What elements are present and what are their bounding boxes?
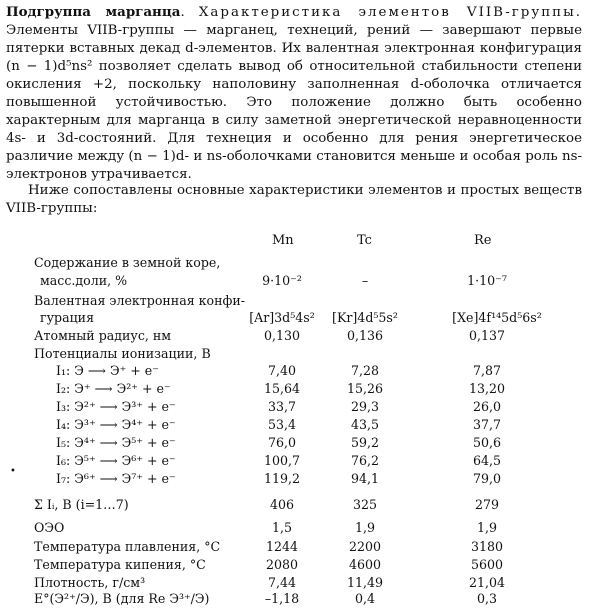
- column-header-re: Re: [474, 233, 492, 248]
- row-label: E°(Э²⁺/Э), В (для Re Э³⁺/Э): [34, 591, 210, 606]
- row-label: I₂: Э⁺ ⟶ Э²⁺ + e⁻: [56, 381, 171, 396]
- table-row: [0, 538, 590, 556]
- table-row: [0, 272, 590, 290]
- row-label: Валентная электронная конфи-: [34, 293, 246, 308]
- table-row: [0, 452, 590, 470]
- cell-re: 7,87: [472, 363, 502, 378]
- table-row: [0, 470, 590, 488]
- row-label: I₅: Э⁴⁺ ⟶ Э⁵⁺ + e⁻: [56, 435, 176, 450]
- cell-mn: [Ar]3d⁵4s²: [249, 310, 315, 325]
- cell-mn: 406: [269, 497, 295, 512]
- cell-mn: 7,40: [267, 363, 297, 378]
- cell-tc: 4600: [348, 557, 382, 572]
- row-label: Температура кипения, °С: [34, 557, 206, 572]
- row-label: ОЭО: [34, 520, 65, 535]
- cell-re: 79,0: [472, 471, 502, 486]
- cell-re: 13,20: [468, 381, 506, 396]
- cell-mn: 15,64: [263, 381, 301, 396]
- intro-paragraph: Подгруппа марганца. Характеристика элементов VIIB-группы. Элементы VIIB-группы — марганец, технеций, рений — завершают первые пятерки вставных декад d-элементов. Их валентная электронная конфигурация (n − 1)d⁵ns² позволяет сделать вывод об относительной стабильности степени окисления +2, поскольку наполовину заполненная d-оболочка отличается повышенной устойчивостью. Это положение должно быть особенно характерным для марганца в силу заметной энергетической неравноценности 4s- и 3d-состояний. Для технеция и особенно для рения энергетическое различие между (n − 1)d- и ns-оболочками становится меньше и особая роль ns-электронов утрачивается.: [6, 4, 583, 182]
- table-row: [0, 519, 590, 537]
- row-label: Σ Iᵢ, В (i=1…7): [34, 497, 129, 512]
- intro-body: Элементы VIIB-группы — марганец, технеций, рений — завершают первые пятерки вставных декад d-элементов. Их валентная электронная конфигурация (n − 1)d⁵ns² позволяет сделать вывод об относительной стабильности степени окисления +2, поскольку наполовину заполненная d-оболочка отличается повышенной устойчивостью. Это положение должно быть особенно характерным для марганца в силу заметной энергетической неравноценности 4s- и 3d-состояний. Для технеция и особенно для рения энергетическое различие между (n − 1)d- и ns-оболочками становится меньше и особая роль ns-электронов утрачивается.: [6, 23, 582, 182]
- cell-tc: 2200: [348, 539, 382, 554]
- cell-mn: 33,7: [267, 399, 297, 414]
- cell-tc: 0,136: [346, 328, 384, 343]
- table-row: [0, 380, 590, 398]
- cell-tc: 11,49: [346, 575, 384, 590]
- cell-tc: [Kr]4d⁵5s²: [332, 310, 398, 325]
- cell-tc: 59,2: [350, 435, 380, 450]
- cell-tc: 1,9: [354, 520, 376, 535]
- table-row: [0, 254, 590, 272]
- table-row: [0, 416, 590, 434]
- table-row: [0, 309, 590, 327]
- cell-mn: 119,2: [263, 471, 301, 486]
- lead-paragraph: Ниже сопоставлены основные характеристики элементов и простых веществ VIIB-группы:: [6, 183, 582, 216]
- row-label: I₁: Э ⟶ Э⁺ + e⁻: [56, 363, 159, 378]
- row-label: масс.доли, %: [40, 273, 128, 288]
- cell-re: 1,9: [476, 520, 498, 535]
- row-label: I₇: Э⁶⁺ ⟶ Э⁷⁺ + e⁻: [56, 471, 176, 486]
- table-row: [0, 496, 590, 514]
- cell-re: [Xe]4f¹⁴5d⁵6s²: [452, 310, 542, 325]
- table-row: [0, 292, 590, 310]
- table-row: [0, 345, 590, 363]
- cell-re: 37,7: [472, 417, 502, 432]
- cell-tc: 76,2: [350, 453, 380, 468]
- table-row: [0, 398, 590, 416]
- row-label: Плотность, г/см³: [34, 575, 146, 590]
- cell-re: 3180: [470, 539, 504, 554]
- cell-tc: 43,5: [350, 417, 380, 432]
- cell-mn: 9·10⁻²: [262, 273, 302, 288]
- scan-dot: •: [10, 466, 16, 477]
- cell-re: 5600: [470, 557, 504, 572]
- table-row: [0, 590, 590, 608]
- table-row: [0, 434, 590, 452]
- cell-re: 279: [474, 497, 500, 512]
- cell-tc: 15,26: [346, 381, 384, 396]
- row-label: Содержание в земной коре,: [34, 255, 221, 270]
- table-row: [0, 556, 590, 574]
- cell-mn: 100,7: [263, 453, 301, 468]
- row-label: Температура плавления, °С: [34, 539, 221, 554]
- cell-re: 21,04: [468, 575, 506, 590]
- row-label: I₄: Э³⁺ ⟶ Э⁴⁺ + e⁻: [56, 417, 176, 432]
- cell-tc: 7,28: [350, 363, 380, 378]
- cell-re: 1·10⁻⁷: [467, 273, 507, 288]
- cell-mn: 7,44: [267, 575, 297, 590]
- cell-mn: 1,5: [271, 520, 293, 535]
- row-label: Атомный радиус, нм: [34, 328, 172, 343]
- row-label: Потенциалы ионизации, В: [34, 346, 211, 361]
- row-label: I₃: Э²⁺ ⟶ Э³⁺ + e⁻: [56, 399, 176, 414]
- cell-re: 64,5: [472, 453, 502, 468]
- table-row: [0, 362, 590, 380]
- row-label: I₆: Э⁵⁺ ⟶ Э⁶⁺ + e⁻: [56, 453, 176, 468]
- section-heading: Подгруппа марганца: [6, 4, 181, 20]
- cell-tc: 325: [352, 497, 378, 512]
- row-label: гурация: [40, 310, 95, 325]
- cell-mn: 1244: [265, 539, 299, 554]
- cell-re: 50,6: [472, 435, 502, 450]
- cell-mn: 53,4: [267, 417, 297, 432]
- cell-re: 0,137: [468, 328, 506, 343]
- cell-tc: 94,1: [350, 471, 380, 486]
- cell-tc: 0,4: [354, 591, 376, 606]
- cell-re: 26,0: [472, 399, 502, 414]
- cell-mn: 2080: [265, 557, 299, 572]
- cell-re: 0,3: [476, 591, 498, 606]
- cell-mn: 76,0: [267, 435, 297, 450]
- column-header-tc: Tc: [357, 233, 372, 248]
- table-row: [0, 327, 590, 345]
- cell-tc: 29,3: [350, 399, 380, 414]
- cell-mn: 0,130: [263, 328, 301, 343]
- column-header-mn: Mn: [272, 233, 294, 248]
- cell-tc: –: [361, 273, 369, 288]
- cell-mn: –1,18: [264, 591, 300, 606]
- section-subtitle: Характеристика элементов VIIB-группы.: [198, 5, 583, 20]
